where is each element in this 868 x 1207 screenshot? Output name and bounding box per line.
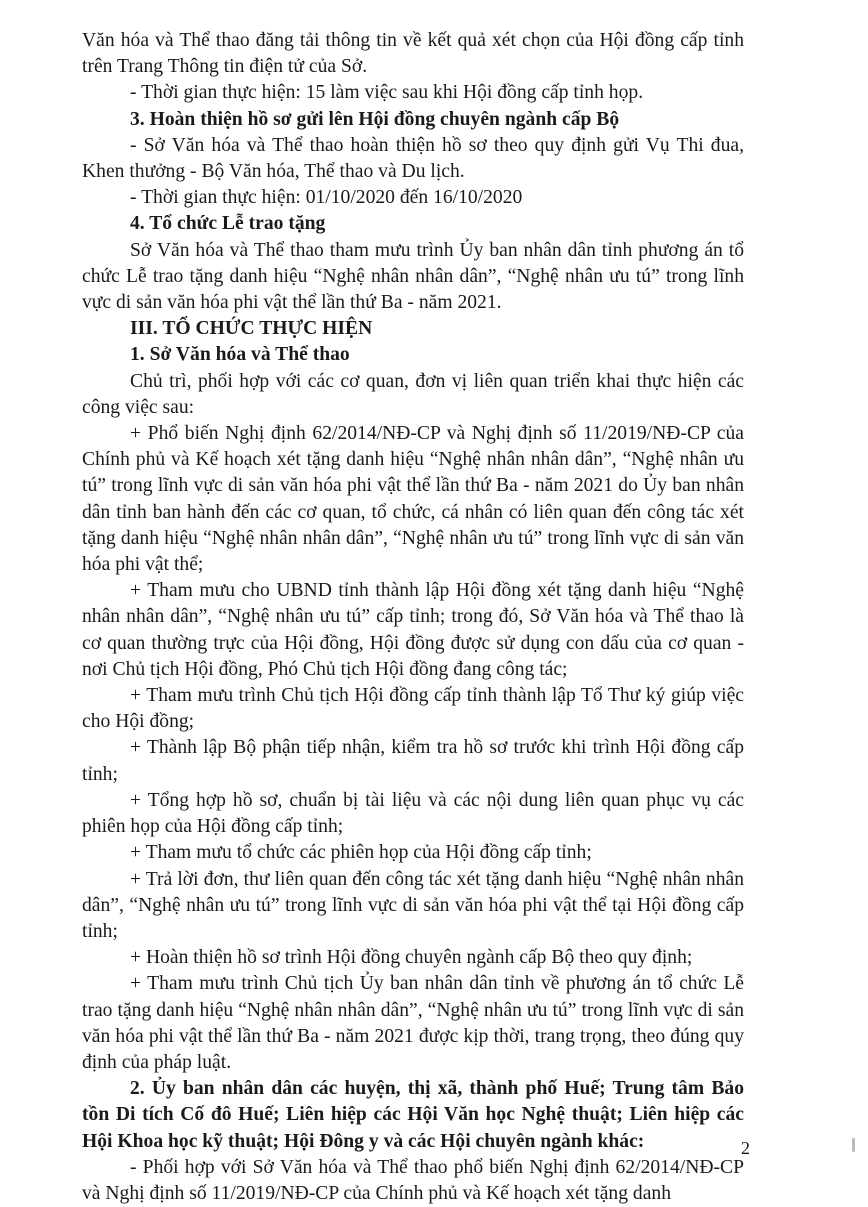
list-item: + Phổ biến Nghị định 62/2014/NĐ-CP và Nghị định số 11/2019/NĐ-CP của Chính phủ và Kế hoạch xét tặng danh hiệu “Nghệ nhân nhân dân”, “Nghệ nhân ưu tú” trong lĩnh vực di sản văn hóa phi vật thể lần thứ Ba - năm 2021 do Ủy ban nhân dân tỉnh ban hành đến các cơ quan, tổ chức, cá nhân có liên quan đến công tác xét tặng danh hiệu “Nghệ nhân nhân dân”, “Nghệ nhân ưu tú” trong lĩnh vực di sản văn hóa phi vật thể; bbox=[82, 423, 744, 576]
document-body bbox=[82, 28, 744, 1207]
list-item: + Tham mưu cho UBND tỉnh thành lập Hội đồng xét tặng danh hiệu “Nghệ nhân nhân dân”, “Nghệ nhân ưu tú” cấp tỉnh; trong đó, Sở Văn hóa và Thể thao là cơ quan thường trực của Hội đồng, Hội đồng được sử dụng con dấu của cơ quan - nơi Chủ tịch Hội đồng, Phó Chủ tịch Hội đồng đang công tác; bbox=[82, 580, 744, 680]
paragraph: - Phối hợp với Sở Văn hóa và Thể thao phổ biến Nghị định 62/2014/NĐ-CP và Nghị định số 11/2019/NĐ-CP của Chính phủ và Kế hoạch xét tặng danh bbox=[82, 1156, 744, 1204]
paragraph: - Thời gian thực hiện: 15 làm việc sau khi Hội đồng cấp tỉnh họp. bbox=[130, 82, 644, 104]
section-heading: 4. Tổ chức Lễ trao tặng bbox=[130, 213, 326, 235]
section-heading: 2. Ủy ban nhân dân các huyện, thị xã, thành phố Huế; Trung tâm Bảo tồn Di tích Cố đô Huế; Liên hiệp các Hội Văn học Nghệ thuật; Liên hiệp các Hội Khoa học kỹ thuật; Hội Đông y và các Hội chuyên ngành khác: bbox=[82, 1078, 744, 1152]
paragraph: - Sở Văn hóa và Thể thao hoàn thiện hồ sơ theo quy định gửi Vụ Thi đua, Khen thưởng - Bộ Văn hóa, Thể thao và Du lịch. bbox=[82, 134, 744, 183]
list-item: + Hoàn thiện hồ sơ trình Hội đồng chuyên ngành cấp Bộ theo quy định; bbox=[130, 947, 693, 969]
section-heading: III. TỔ CHỨC THỰC HIỆN bbox=[130, 318, 373, 340]
paragraph: Văn hóa và Thể thao đăng tải thông tin về kết quả xét chọn của Hội đồng cấp tỉnh trên Trang Thông tin điện tử của Sở. bbox=[82, 30, 744, 78]
list-item: + Tổng hợp hồ sơ, chuẩn bị tài liệu và các nội dung liên quan phục vụ các phiên họp của Hội đồng cấp tỉnh; bbox=[82, 789, 744, 838]
paragraph: Sở Văn hóa và Thể thao tham mưu trình Ủy ban nhân dân tỉnh phương án tổ chức Lễ trao tặng danh hiệu “Nghệ nhân nhân dân”, “Nghệ nhân ưu tú” trong lĩnh vực di sản văn hóa phi vật thể lần thứ Ba - năm 2021. bbox=[82, 239, 744, 314]
list-item: + Thành lập Bộ phận tiếp nhận, kiểm tra hồ sơ trước khi trình Hội đồng cấp tỉnh; bbox=[82, 737, 744, 785]
section-heading: 1. Sở Văn hóa và Thể thao bbox=[130, 344, 350, 366]
section-heading: 3. Hoàn thiện hồ sơ gửi lên Hội đồng chuyên ngành cấp Bộ bbox=[130, 108, 620, 130]
list-item: + Tham mưu trình Chủ tịch Hội đồng cấp tỉnh thành lập Tổ Thư ký giúp việc cho Hội đồng; bbox=[82, 685, 744, 733]
list-item: + Tham mưu tổ chức các phiên họp của Hội đồng cấp tỉnh; bbox=[130, 842, 592, 864]
paragraph: - Thời gian thực hiện: 01/10/2020 đến 16/10/2020 bbox=[130, 187, 523, 209]
list-item: + Trả lời đơn, thư liên quan đến công tác xét tặng danh hiệu “Nghệ nhân nhân dân”, “Nghệ nhân ưu tú” trong lĩnh vực di sản văn hóa phi vật thể tại Hội đồng cấp tỉnh; bbox=[82, 868, 744, 942]
page-number: 2 bbox=[741, 1138, 750, 1158]
paragraph: Chủ trì, phối hợp với các cơ quan, đơn vị liên quan triển khai thực hiện các công việc sau: bbox=[82, 370, 744, 418]
scan-speck bbox=[852, 1138, 855, 1152]
list-item: + Tham mưu trình Chủ tịch Ủy ban nhân dân tỉnh về phương án tổ chức Lễ trao tặng danh hiệu “Nghệ nhân nhân dân”, “Nghệ nhân ưu tú” trong lĩnh vực di sản văn hóa phi vật thể lần thứ Ba - năm 2021 được kịp thời, trang trọng, theo đúng quy định của pháp luật. bbox=[82, 973, 744, 1073]
